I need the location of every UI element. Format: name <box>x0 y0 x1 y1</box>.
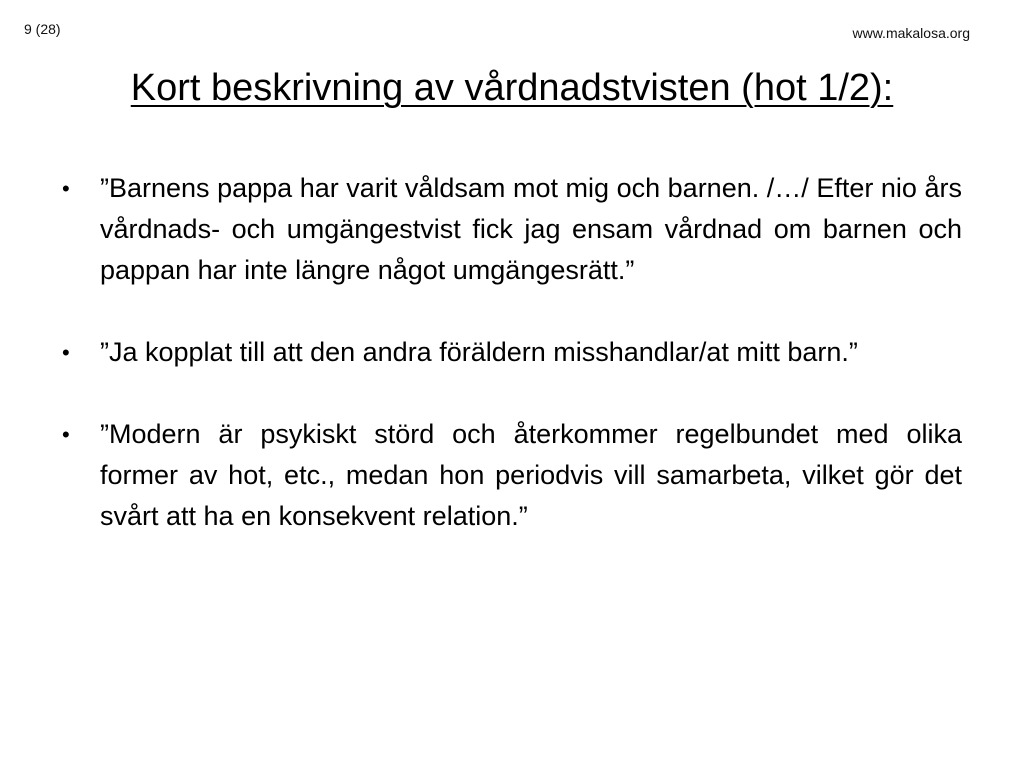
website-label: www.makalosa.org <box>852 25 970 41</box>
slide-title: Kort beskrivning av vårdnadstvisten (hot 1/2): <box>130 67 894 109</box>
bullet-item <box>62 414 962 537</box>
bullet-item <box>62 168 962 291</box>
bullet-icon: • <box>62 340 70 365</box>
bullet-text: ”Modern är psykiskt störd och återkommer regelbundet med olika former av hot, etc., medan hon periodvis vill samarbeta, vilket gör det svårt att ha en konsekvent relation.” <box>100 419 962 531</box>
bullet-text: ”Ja kopplat till att den andra föräldern misshandlar/at mitt barn.” <box>100 337 858 367</box>
bullet-icon: • <box>62 422 70 447</box>
bullet-text: ”Barnens pappa har varit våldsam mot mig och barnen. /…/ Efter nio års vårdnads- och umgängestvist fick jag ensam vårdnad om barnen och pappan har inte längre något umgängesrätt.” <box>100 173 962 285</box>
slide-number: 9 (28) <box>24 21 61 37</box>
bullet-item <box>62 332 962 373</box>
bullet-list <box>62 168 962 537</box>
bullet-icon: • <box>62 176 70 201</box>
